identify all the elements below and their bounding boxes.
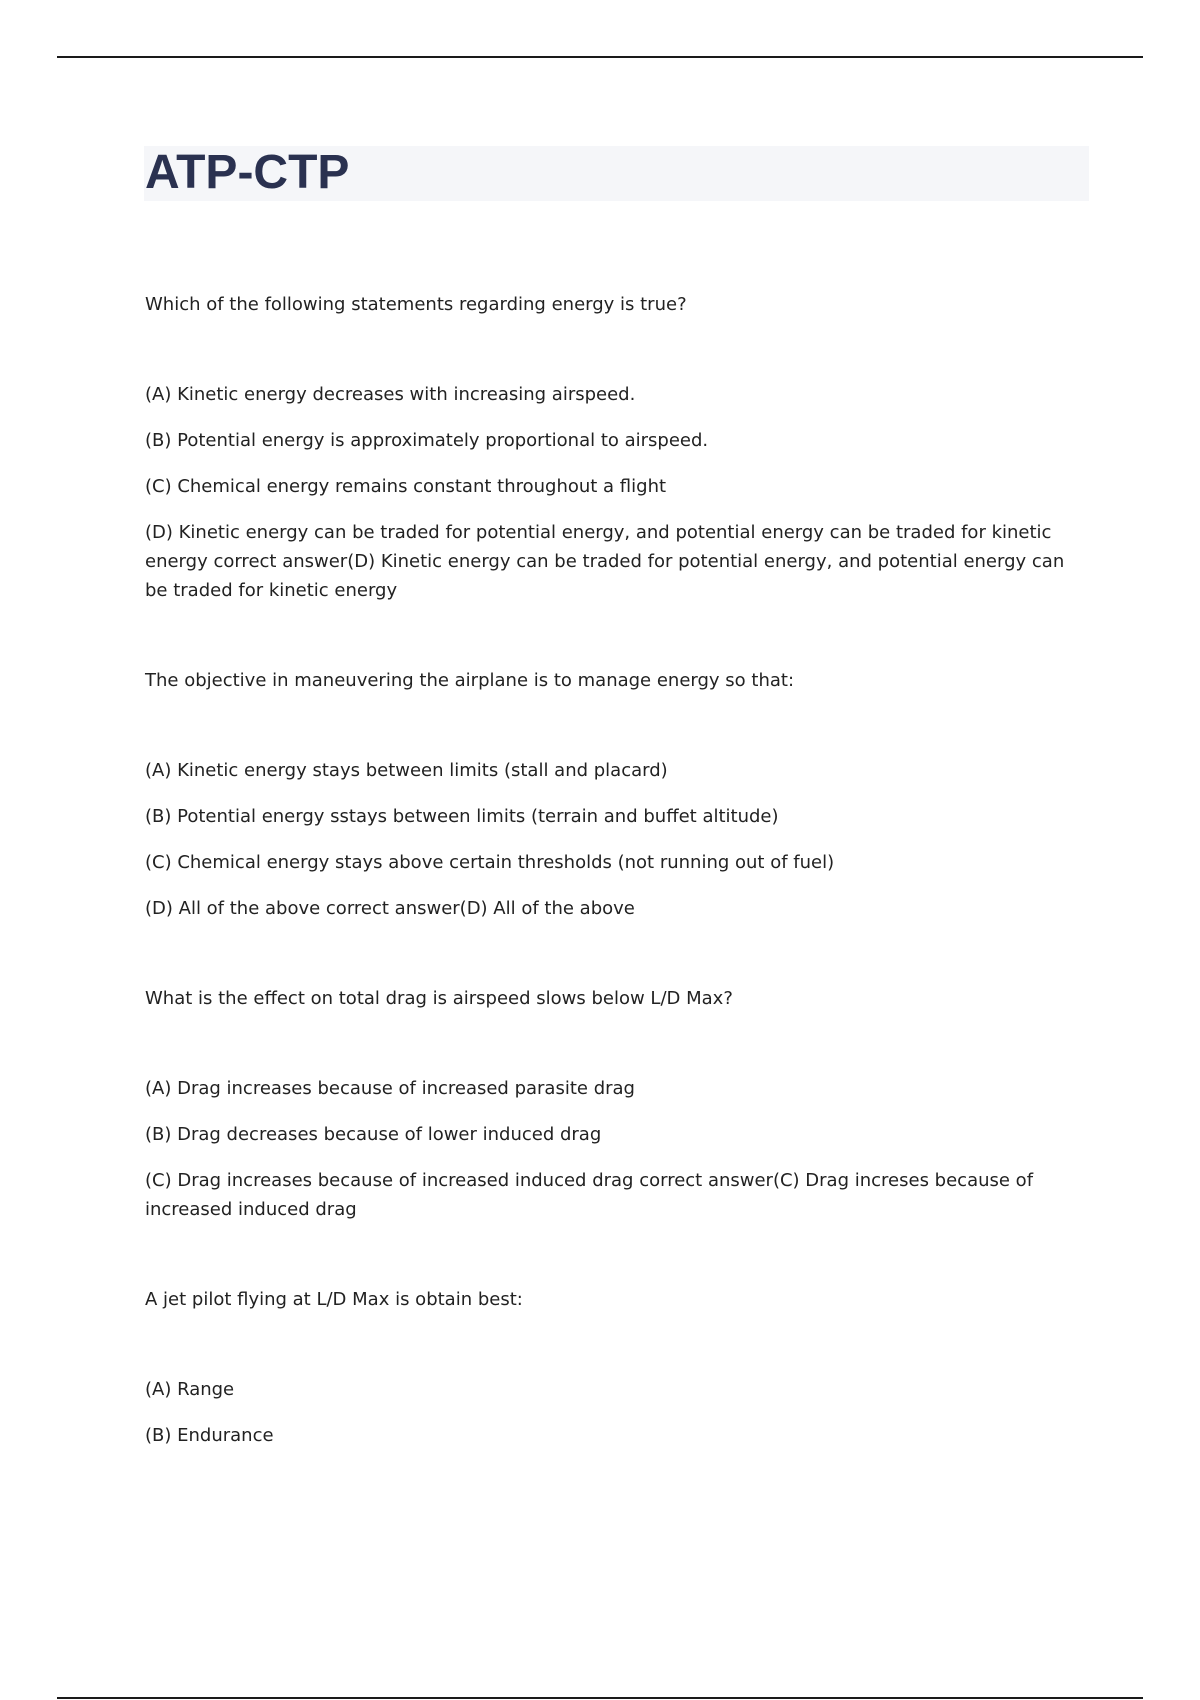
bottom-rule xyxy=(57,1697,1143,1699)
document-title: ATP-CTP xyxy=(145,146,350,199)
top-rule xyxy=(57,56,1143,58)
option-list xyxy=(145,1375,1090,1450)
option-d: (D) Kinetic energy can be traded for potential energy, and potential energy can be traded for kinetic energy correct answer(D) Kinetic energy can be traded for potential energy, and potential energy can be traded for kinetic energy xyxy=(145,522,1065,601)
option-c: (C) Chemical energy stays above certain thresholds (not running out of fuel) xyxy=(145,852,835,873)
option-list xyxy=(145,756,1090,923)
option-b: (B) Potential energy sstays between limits (terrain and buffet altitude) xyxy=(145,806,779,827)
question-list xyxy=(145,290,1090,1511)
option-b: (B) Potential energy is approximately proportional to airspeed. xyxy=(145,430,709,451)
option-d: (D) All of the above correct answer(D) All of the above xyxy=(145,898,635,919)
option-a: (A) Range xyxy=(145,1379,235,1400)
question-text: A jet pilot flying at L/D Max is obtain best: xyxy=(145,1289,523,1310)
option-b: (B) Endurance xyxy=(145,1425,274,1446)
question-1 xyxy=(145,290,1090,605)
option-a: (A) Kinetic energy stays between limits (stall and placard) xyxy=(145,760,668,781)
option-a: (A) Kinetic energy decreases with increasing airspeed. xyxy=(145,384,636,405)
question-3 xyxy=(145,984,1090,1224)
question-2 xyxy=(145,666,1090,923)
option-list xyxy=(145,1074,1090,1224)
option-c: (C) Drag increases because of increased induced drag correct answer(C) Drag increses because of increased induced drag xyxy=(145,1170,1034,1220)
question-text: Which of the following statements regarding energy is true? xyxy=(145,294,687,315)
question-text: What is the effect on total drag is airspeed slows below L/D Max? xyxy=(145,988,733,1009)
question-text: The objective in maneuvering the airplane is to manage energy so that: xyxy=(145,670,795,691)
option-b: (B) Drag decreases because of lower induced drag xyxy=(145,1124,602,1145)
option-a: (A) Drag increases because of increased parasite drag xyxy=(145,1078,635,1099)
option-list xyxy=(145,380,1090,605)
option-c: (C) Chemical energy remains constant throughout a flight xyxy=(145,476,667,497)
question-4 xyxy=(145,1285,1090,1450)
